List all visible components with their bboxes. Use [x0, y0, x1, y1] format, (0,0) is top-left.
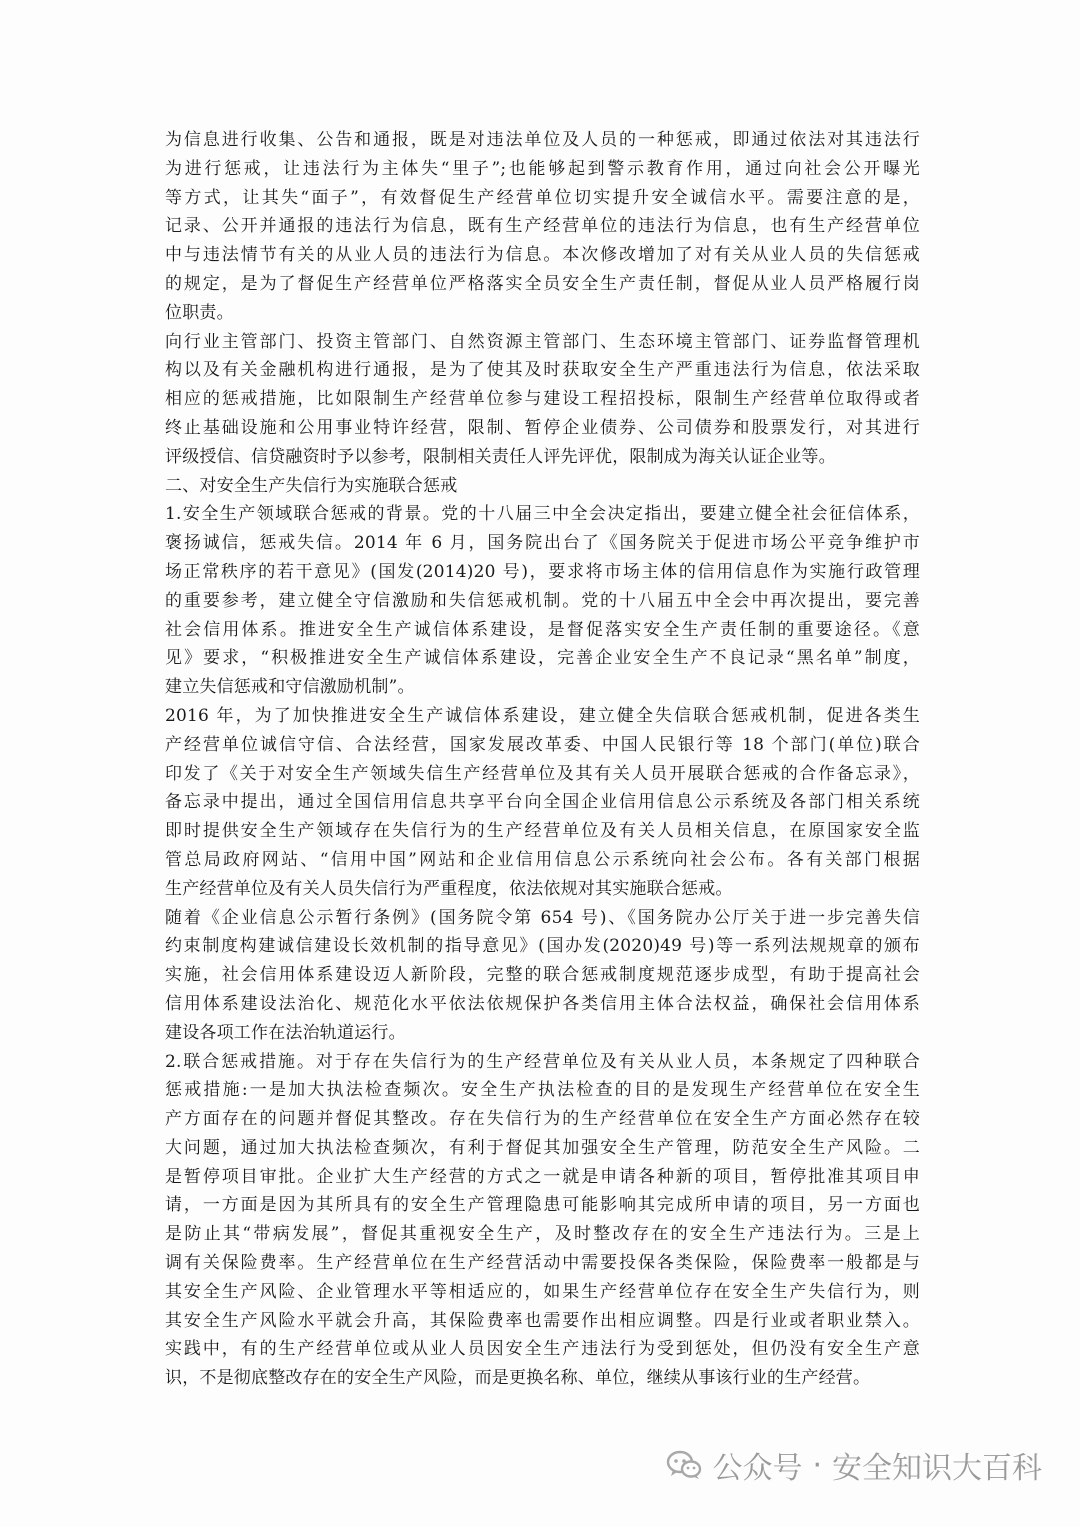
watermark-account-name: 安全知识大百科	[832, 1451, 1042, 1486]
text-line: 是防止其“带病发展”，督促其重视安全生产，及时整改存在的安全生产违法行为。三是上	[165, 1224, 920, 1245]
text-line: 实践中，有的生产经营单位或从业人员因安全生产违法行为受到惩处，但仍没有安全生产意	[165, 1339, 920, 1360]
text-line: 为信息进行收集、公告和通报，既是对违法单位及人员的一种惩戒，即通过依法对其违法行	[165, 130, 920, 150]
body-text	[165, 126, 920, 1393]
text-line: 印发了《关于对安全生产领域失信生产经营单位及其有关人员开展联合惩戒的合作备忘录》，	[165, 763, 920, 784]
text-line: 的规定，是为了督促生产经营单位严格落实全员安全生产责任制，督促从业人员严格履行岗	[165, 273, 920, 294]
text-line: 2016 年，为了加快推进安全生产诚信体系建设，建立健全失信联合惩戒机制，促进各类生	[165, 705, 920, 726]
text-line: 的重要参考，建立健全守信激励和失信惩戒机制。党的十八届五中全会中再次提出，要完善	[165, 590, 920, 611]
text-line: 即时提供安全生产领域存在失信行为的生产经营单位及有关人员相关信息，在原国家安全监	[165, 821, 920, 842]
text-line: 位职责。	[165, 302, 234, 323]
text-line: 其安全生产风险、企业管理水平等相适应的，如果生产经营单位存在安全生产失信行为，则	[165, 1281, 920, 1302]
text-line: 信用体系建设法治化、规范化水平依法依规保护各类信用主体合法权益，确保社会信用体系	[165, 993, 920, 1014]
text-line: 1.安全生产领域联合惩戒的背景。党的十八届三中全会决定指出，要建立健全社会征信体系，	[165, 504, 920, 525]
watermark-label: 公众号	[712, 1451, 803, 1486]
wechat-icon	[666, 1449, 702, 1481]
text-line: 建立失信惩戒和守信激励机制”。	[165, 677, 415, 698]
text-line: 生产经营单位及有关人员失信行为严重程度，依法依规对其实施联合惩戒。	[165, 878, 733, 899]
text-line: 记录、公开并通报的违法行为信息，既有生产经营单位的违法行为信息，也有生产经营单位	[165, 216, 920, 237]
text-line: 见》要求，“积极推进安全生产诚信体系建设，完善企业安全生产不良记录“黑名单”制度，	[165, 648, 920, 669]
watermark-separator: ·	[812, 1447, 822, 1483]
text-line: 其安全生产风险水平就会升高，其保险费率也需要作出相应调整。四是行业或者职业禁入。	[165, 1310, 920, 1331]
text-line: 2.联合惩戒措施。对于存在失信行为的生产经营单位及有关从业人员，本条规定了四种联合	[165, 1051, 920, 1072]
text-line: 约束制度构建诚信建设长效机制的指导意见》(国办发(2020)49 号)等一系列法规规章的颁布	[165, 936, 920, 957]
text-line: 调有关保险费率。生产经营单位在生产经营活动中需要投保各类保险，保险费率一般都是与	[165, 1253, 920, 1274]
text-line: 场正常秩序的若干意见》(国发(2014)20 号)，要求将市场主体的信用信息作为实施行政管理	[165, 561, 920, 582]
watermark	[666, 1443, 1042, 1487]
text-line: 相应的惩戒措施，比如限制生产经营单位参与建设工程招投标，限制生产经营单位取得或者	[165, 389, 920, 410]
text-line: 惩戒措施:一是加大执法检查频次。安全生产执法检查的目的是发现生产经营单位在安全生	[165, 1080, 920, 1101]
text-line: 大问题，通过加大执法检查频次，有利于督促其加强安全生产管理，防范安全生产风险。二	[165, 1137, 920, 1158]
text-line: 为进行惩戒，让违法行为主体失“里子”;也能够起到警示教育作用，通过向社会公开曝光	[165, 158, 920, 179]
text-line: 是暂停项目审批。企业扩大生产经营的方式之一就是申请各种新的项目，暂停批准其项目申	[165, 1166, 920, 1187]
text-line: 建设各项工作在法治轨道运行。	[165, 1022, 406, 1043]
text-line: 产方面存在的问题并督促其整改。存在失信行为的生产经营单位在安全生产方面必然存在较	[165, 1109, 920, 1130]
text-line: 随着《企业信息公示暂行条例》(国务院令第 654 号)、《国务院办公厅关于进一步完善失信	[165, 907, 920, 928]
text-line: 褒扬诚信，惩戒失信。2014 年 6 月，国务院出台了《国务院关于促进市场公平竞争维护市	[165, 533, 920, 554]
text-line: 终止基础设施和公用事业特许经营，限制、暂停企业债券、公司债券和股票发行，对其进行	[165, 417, 920, 438]
text-line: 构以及有关金融机构进行通报，是为了使其及时获取安全生产严重违法行为信息，依法采取	[165, 360, 920, 381]
text-line: 请，一方面是因为其所具有的安全生产管理隐患可能影响其完成所申请的项目，另一方面也	[165, 1195, 920, 1216]
text-line: 管总局政府网站、“信用中国”网站和企业信用信息公示系统向社会公布。各有关部门根据	[165, 849, 920, 870]
text-line: 中与违法情节有关的从业人员的违法行为信息。本次修改增加了对有关从业人员的失信惩戒	[165, 245, 920, 266]
text-line: 实施，社会信用体系建设迈人新阶段，完整的联合惩戒制度规范逐步成型，有助于提高社会	[165, 965, 920, 986]
text-line: 评级授信、信贷融资时予以参考，限制相关责任人评先评优，限制成为海关认证企业等。	[165, 446, 836, 467]
text-line: 识，不是彻底整改存在的安全生产风险，而是更换名称、单位，继续从事该行业的生产经营。	[165, 1368, 871, 1389]
text-line: 向行业主管部门、投资主管部门、自然资源主管部门、生态环境主管部门、证券监督管理机	[165, 331, 920, 352]
text-line: 社会信用体系。推进安全生产诚信体系建设，是督促落实安全生产责任制的重要途径。《意	[165, 619, 920, 640]
text-line: 二、对安全生产失信行为实施联合惩戒	[165, 475, 458, 496]
text-line: 等方式，让其失“面子”，有效督促生产经营单位切实提升安全诚信水平。需要注意的是，	[165, 187, 920, 208]
text-line: 备忘录中提出，通过全国信用信息共享平台向全国企业信用信息公示系统及各部门相关系统	[165, 792, 920, 813]
text-line: 产经营单位诚信守信、合法经营，国家发展改革委、中国人民银行等 18 个部门(单位)联合	[165, 734, 920, 755]
